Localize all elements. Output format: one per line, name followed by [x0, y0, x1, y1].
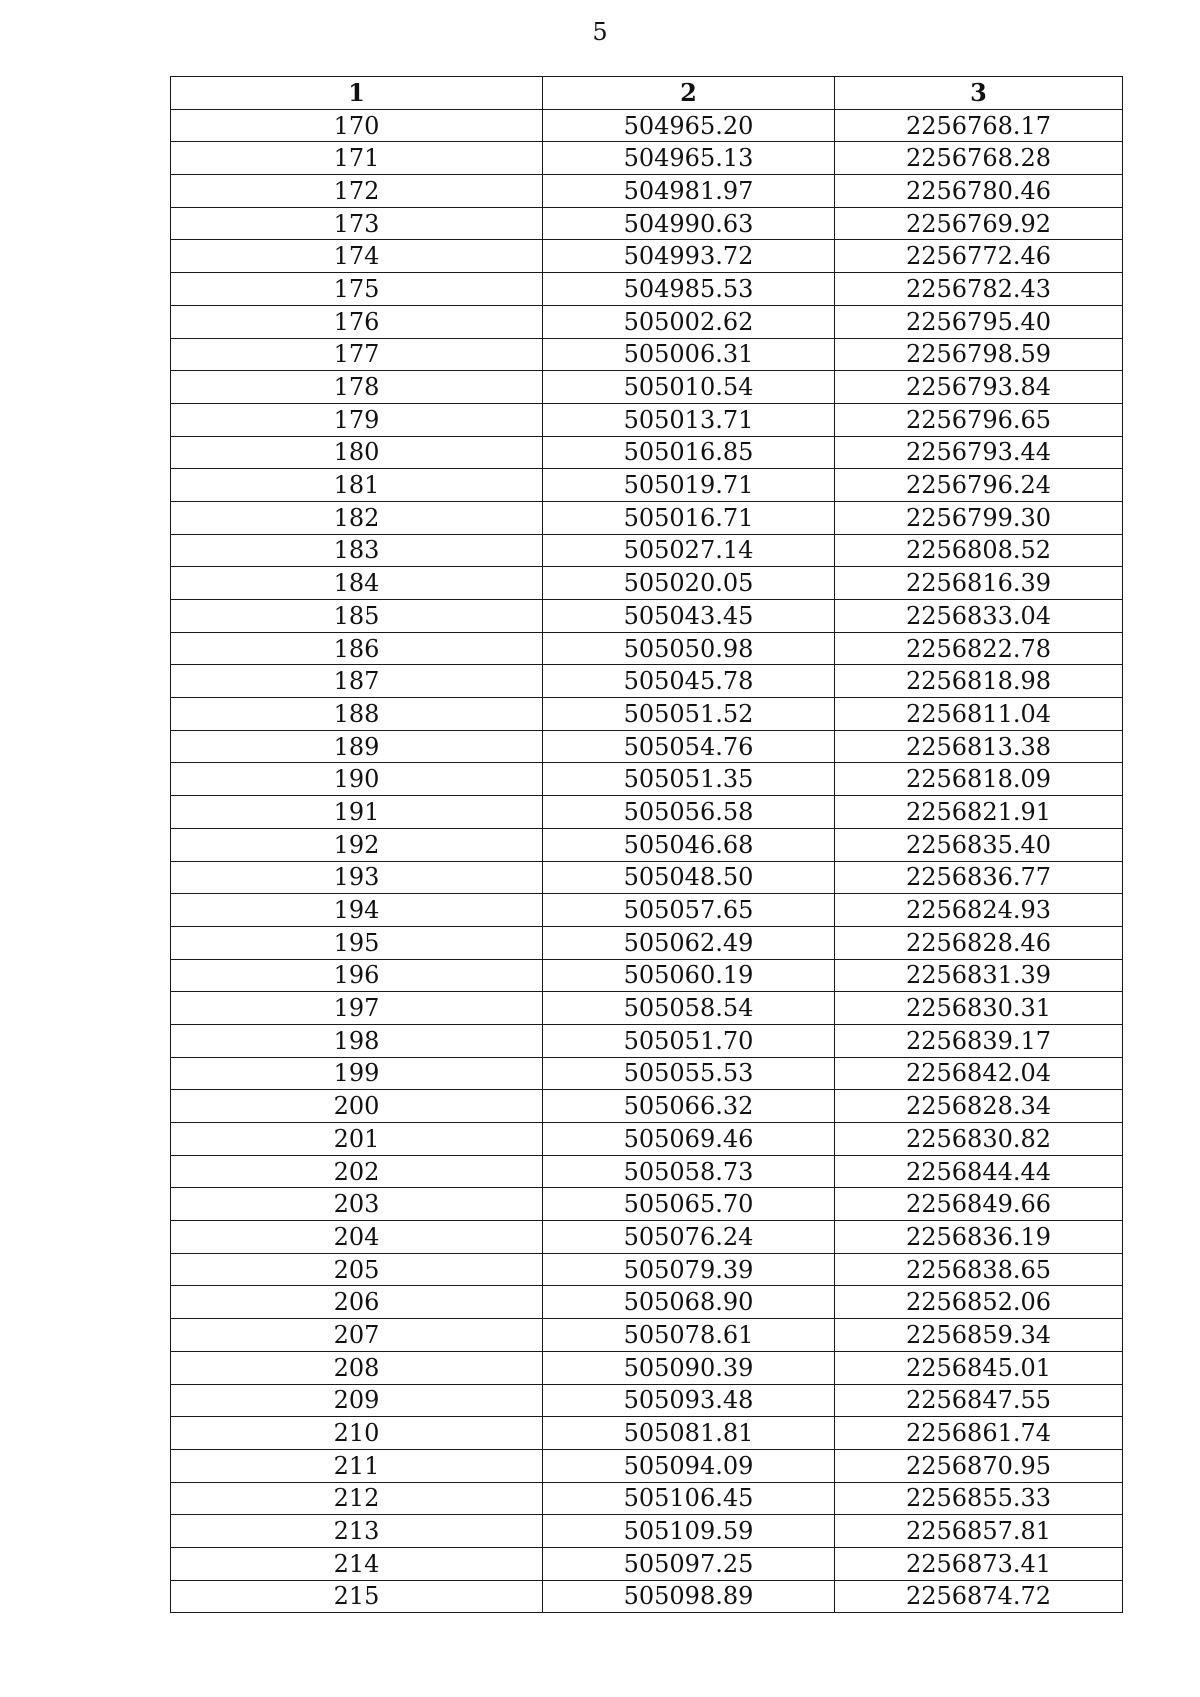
point-number-cell: 185: [171, 600, 543, 633]
table-row: [171, 1482, 1123, 1515]
point-number-cell: 200: [171, 1090, 543, 1123]
table-row: [171, 992, 1123, 1025]
x-coordinate-cell: 504965.20: [543, 109, 835, 142]
x-coordinate-cell: 505076.24: [543, 1221, 835, 1254]
x-coordinate-cell: 504981.97: [543, 175, 835, 208]
point-number-cell: 196: [171, 959, 543, 992]
y-coordinate-cell: 2256796.65: [835, 403, 1123, 436]
point-number-cell: 210: [171, 1417, 543, 1450]
x-coordinate-cell: 505006.31: [543, 338, 835, 371]
x-coordinate-cell: 505016.71: [543, 501, 835, 534]
point-number-cell: 194: [171, 894, 543, 927]
point-number-cell: 174: [171, 240, 543, 273]
table-row: [171, 109, 1123, 142]
x-coordinate-cell: 505065.70: [543, 1188, 835, 1221]
table-row: [171, 1580, 1123, 1613]
point-number-cell: 183: [171, 534, 543, 567]
x-coordinate-cell: 505097.25: [543, 1547, 835, 1580]
y-coordinate-cell: 2256839.17: [835, 1024, 1123, 1057]
table-row: [171, 403, 1123, 436]
x-coordinate-cell: 505093.48: [543, 1384, 835, 1417]
y-coordinate-cell: 2256768.17: [835, 109, 1123, 142]
table-row: [171, 273, 1123, 306]
table-row: [171, 1155, 1123, 1188]
table-row: [171, 1188, 1123, 1221]
point-number-cell: 193: [171, 861, 543, 894]
y-coordinate-cell: 2256835.40: [835, 828, 1123, 861]
table-row: [171, 338, 1123, 371]
point-number-cell: 170: [171, 109, 543, 142]
table-row: [171, 698, 1123, 731]
point-number-cell: 181: [171, 469, 543, 502]
x-coordinate-cell: 505109.59: [543, 1515, 835, 1548]
y-coordinate-cell: 2256849.66: [835, 1188, 1123, 1221]
x-coordinate-cell: 505060.19: [543, 959, 835, 992]
table-body: [171, 109, 1123, 1613]
table-header: [171, 77, 1123, 110]
y-coordinate-cell: 2256821.91: [835, 796, 1123, 829]
y-coordinate-cell: 2256857.81: [835, 1515, 1123, 1548]
table-row: [171, 1253, 1123, 1286]
y-coordinate-cell: 2256873.41: [835, 1547, 1123, 1580]
x-coordinate-cell: 505020.05: [543, 567, 835, 600]
table-row: [171, 632, 1123, 665]
point-number-cell: 206: [171, 1286, 543, 1319]
x-coordinate-cell: 505054.76: [543, 730, 835, 763]
x-coordinate-cell: 505045.78: [543, 665, 835, 698]
point-number-cell: 208: [171, 1351, 543, 1384]
y-coordinate-cell: 2256874.72: [835, 1580, 1123, 1613]
x-coordinate-cell: 505098.89: [543, 1580, 835, 1613]
y-coordinate-cell: 2256782.43: [835, 273, 1123, 306]
y-coordinate-cell: 2256828.34: [835, 1090, 1123, 1123]
x-coordinate-cell: 505078.61: [543, 1319, 835, 1352]
point-number-cell: 190: [171, 763, 543, 796]
point-number-cell: 215: [171, 1580, 543, 1613]
x-coordinate-cell: 505027.14: [543, 534, 835, 567]
y-coordinate-cell: 2256818.09: [835, 763, 1123, 796]
table-row: [171, 763, 1123, 796]
y-coordinate-cell: 2256847.55: [835, 1384, 1123, 1417]
point-number-cell: 177: [171, 338, 543, 371]
x-coordinate-cell: 505057.65: [543, 894, 835, 927]
y-coordinate-cell: 2256795.40: [835, 305, 1123, 338]
y-coordinate-cell: 2256811.04: [835, 698, 1123, 731]
x-coordinate-cell: 505062.49: [543, 926, 835, 959]
table-row: [171, 1449, 1123, 1482]
point-number-cell: 176: [171, 305, 543, 338]
x-coordinate-cell: 505043.45: [543, 600, 835, 633]
point-number-cell: 205: [171, 1253, 543, 1286]
y-coordinate-cell: 2256813.38: [835, 730, 1123, 763]
column-header-1: 1: [171, 77, 543, 110]
x-coordinate-cell: 505055.53: [543, 1057, 835, 1090]
x-coordinate-cell: 505081.81: [543, 1417, 835, 1450]
y-coordinate-cell: 2256831.39: [835, 959, 1123, 992]
table-row: [171, 142, 1123, 175]
table-row: [171, 926, 1123, 959]
point-number-cell: 202: [171, 1155, 543, 1188]
point-number-cell: 198: [171, 1024, 543, 1057]
point-number-cell: 179: [171, 403, 543, 436]
table-row: [171, 861, 1123, 894]
x-coordinate-cell: 505016.85: [543, 436, 835, 469]
table-row: [171, 1417, 1123, 1450]
point-number-cell: 189: [171, 730, 543, 763]
point-number-cell: 203: [171, 1188, 543, 1221]
table-row: [171, 1123, 1123, 1156]
x-coordinate-cell: 505013.71: [543, 403, 835, 436]
x-coordinate-cell: 505050.98: [543, 632, 835, 665]
x-coordinate-cell: 505069.46: [543, 1123, 835, 1156]
point-number-cell: 209: [171, 1384, 543, 1417]
x-coordinate-cell: 505048.50: [543, 861, 835, 894]
y-coordinate-cell: 2256833.04: [835, 600, 1123, 633]
table-row: [171, 1319, 1123, 1352]
y-coordinate-cell: 2256769.92: [835, 207, 1123, 240]
y-coordinate-cell: 2256836.19: [835, 1221, 1123, 1254]
table-row: [171, 1515, 1123, 1548]
column-header-3: 3: [835, 77, 1123, 110]
y-coordinate-cell: 2256830.82: [835, 1123, 1123, 1156]
x-coordinate-cell: 505106.45: [543, 1482, 835, 1515]
table-row: [171, 796, 1123, 829]
table-row: [171, 567, 1123, 600]
x-coordinate-cell: 505046.68: [543, 828, 835, 861]
point-number-cell: 204: [171, 1221, 543, 1254]
x-coordinate-cell: 505051.70: [543, 1024, 835, 1057]
table-row: [171, 1547, 1123, 1580]
y-coordinate-cell: 2256838.65: [835, 1253, 1123, 1286]
point-number-cell: 172: [171, 175, 543, 208]
y-coordinate-cell: 2256842.04: [835, 1057, 1123, 1090]
point-number-cell: 192: [171, 828, 543, 861]
point-number-cell: 182: [171, 501, 543, 534]
x-coordinate-cell: 505010.54: [543, 371, 835, 404]
table-row: [171, 207, 1123, 240]
point-number-cell: 180: [171, 436, 543, 469]
table-row: [171, 436, 1123, 469]
point-number-cell: 212: [171, 1482, 543, 1515]
x-coordinate-cell: 505056.58: [543, 796, 835, 829]
point-number-cell: 191: [171, 796, 543, 829]
point-number-cell: 187: [171, 665, 543, 698]
y-coordinate-cell: 2256768.28: [835, 142, 1123, 175]
point-number-cell: 207: [171, 1319, 543, 1352]
y-coordinate-cell: 2256845.01: [835, 1351, 1123, 1384]
y-coordinate-cell: 2256836.77: [835, 861, 1123, 894]
x-coordinate-cell: 505051.52: [543, 698, 835, 731]
point-number-cell: 171: [171, 142, 543, 175]
x-coordinate-cell: 505090.39: [543, 1351, 835, 1384]
table-row: [171, 1057, 1123, 1090]
point-number-cell: 184: [171, 567, 543, 600]
y-coordinate-cell: 2256816.39: [835, 567, 1123, 600]
y-coordinate-cell: 2256870.95: [835, 1449, 1123, 1482]
y-coordinate-cell: 2256793.44: [835, 436, 1123, 469]
y-coordinate-cell: 2256799.30: [835, 501, 1123, 534]
y-coordinate-cell: 2256861.74: [835, 1417, 1123, 1450]
point-number-cell: 173: [171, 207, 543, 240]
table-row: [171, 1351, 1123, 1384]
point-number-cell: 201: [171, 1123, 543, 1156]
point-number-cell: 195: [171, 926, 543, 959]
point-number-cell: 175: [171, 273, 543, 306]
table-row: [171, 240, 1123, 273]
y-coordinate-cell: 2256852.06: [835, 1286, 1123, 1319]
table-row: [171, 1090, 1123, 1123]
table-row: [171, 959, 1123, 992]
x-coordinate-cell: 505002.62: [543, 305, 835, 338]
x-coordinate-cell: 504965.13: [543, 142, 835, 175]
y-coordinate-cell: 2256796.24: [835, 469, 1123, 502]
page-number: 5: [592, 18, 608, 46]
point-number-cell: 211: [171, 1449, 543, 1482]
y-coordinate-cell: 2256822.78: [835, 632, 1123, 665]
y-coordinate-cell: 2256798.59: [835, 338, 1123, 371]
table-row: [171, 665, 1123, 698]
x-coordinate-cell: 505066.32: [543, 1090, 835, 1123]
table-row: [171, 501, 1123, 534]
table-row: [171, 534, 1123, 567]
table-row: [171, 828, 1123, 861]
y-coordinate-cell: 2256824.93: [835, 894, 1123, 927]
point-number-cell: 188: [171, 698, 543, 731]
y-coordinate-cell: 2256830.31: [835, 992, 1123, 1025]
table-row: [171, 371, 1123, 404]
table-row: [171, 469, 1123, 502]
y-coordinate-cell: 2256793.84: [835, 371, 1123, 404]
y-coordinate-cell: 2256772.46: [835, 240, 1123, 273]
table-row: [171, 730, 1123, 763]
y-coordinate-cell: 2256859.34: [835, 1319, 1123, 1352]
x-coordinate-cell: 504990.63: [543, 207, 835, 240]
table-row: [171, 1286, 1123, 1319]
table-row: [171, 1024, 1123, 1057]
x-coordinate-cell: 504993.72: [543, 240, 835, 273]
y-coordinate-cell: 2256808.52: [835, 534, 1123, 567]
table-row: [171, 600, 1123, 633]
table-row: [171, 305, 1123, 338]
y-coordinate-cell: 2256844.44: [835, 1155, 1123, 1188]
table-row: [171, 1384, 1123, 1417]
table-row: [171, 894, 1123, 927]
column-header-2: 2: [543, 77, 835, 110]
y-coordinate-cell: 2256818.98: [835, 665, 1123, 698]
y-coordinate-cell: 2256828.46: [835, 926, 1123, 959]
point-number-cell: 186: [171, 632, 543, 665]
point-number-cell: 213: [171, 1515, 543, 1548]
point-number-cell: 178: [171, 371, 543, 404]
y-coordinate-cell: 2256855.33: [835, 1482, 1123, 1515]
x-coordinate-cell: 505079.39: [543, 1253, 835, 1286]
point-number-cell: 197: [171, 992, 543, 1025]
x-coordinate-cell: 505051.35: [543, 763, 835, 796]
x-coordinate-cell: 505058.54: [543, 992, 835, 1025]
x-coordinate-cell: 505068.90: [543, 1286, 835, 1319]
x-coordinate-cell: 505019.71: [543, 469, 835, 502]
table-row: [171, 175, 1123, 208]
x-coordinate-cell: 505058.73: [543, 1155, 835, 1188]
x-coordinate-cell: 505094.09: [543, 1449, 835, 1482]
coordinates-table: [170, 76, 1123, 1613]
x-coordinate-cell: 504985.53: [543, 273, 835, 306]
header-row: [171, 77, 1123, 110]
table-row: [171, 1221, 1123, 1254]
point-number-cell: 214: [171, 1547, 543, 1580]
y-coordinate-cell: 2256780.46: [835, 175, 1123, 208]
point-number-cell: 199: [171, 1057, 543, 1090]
